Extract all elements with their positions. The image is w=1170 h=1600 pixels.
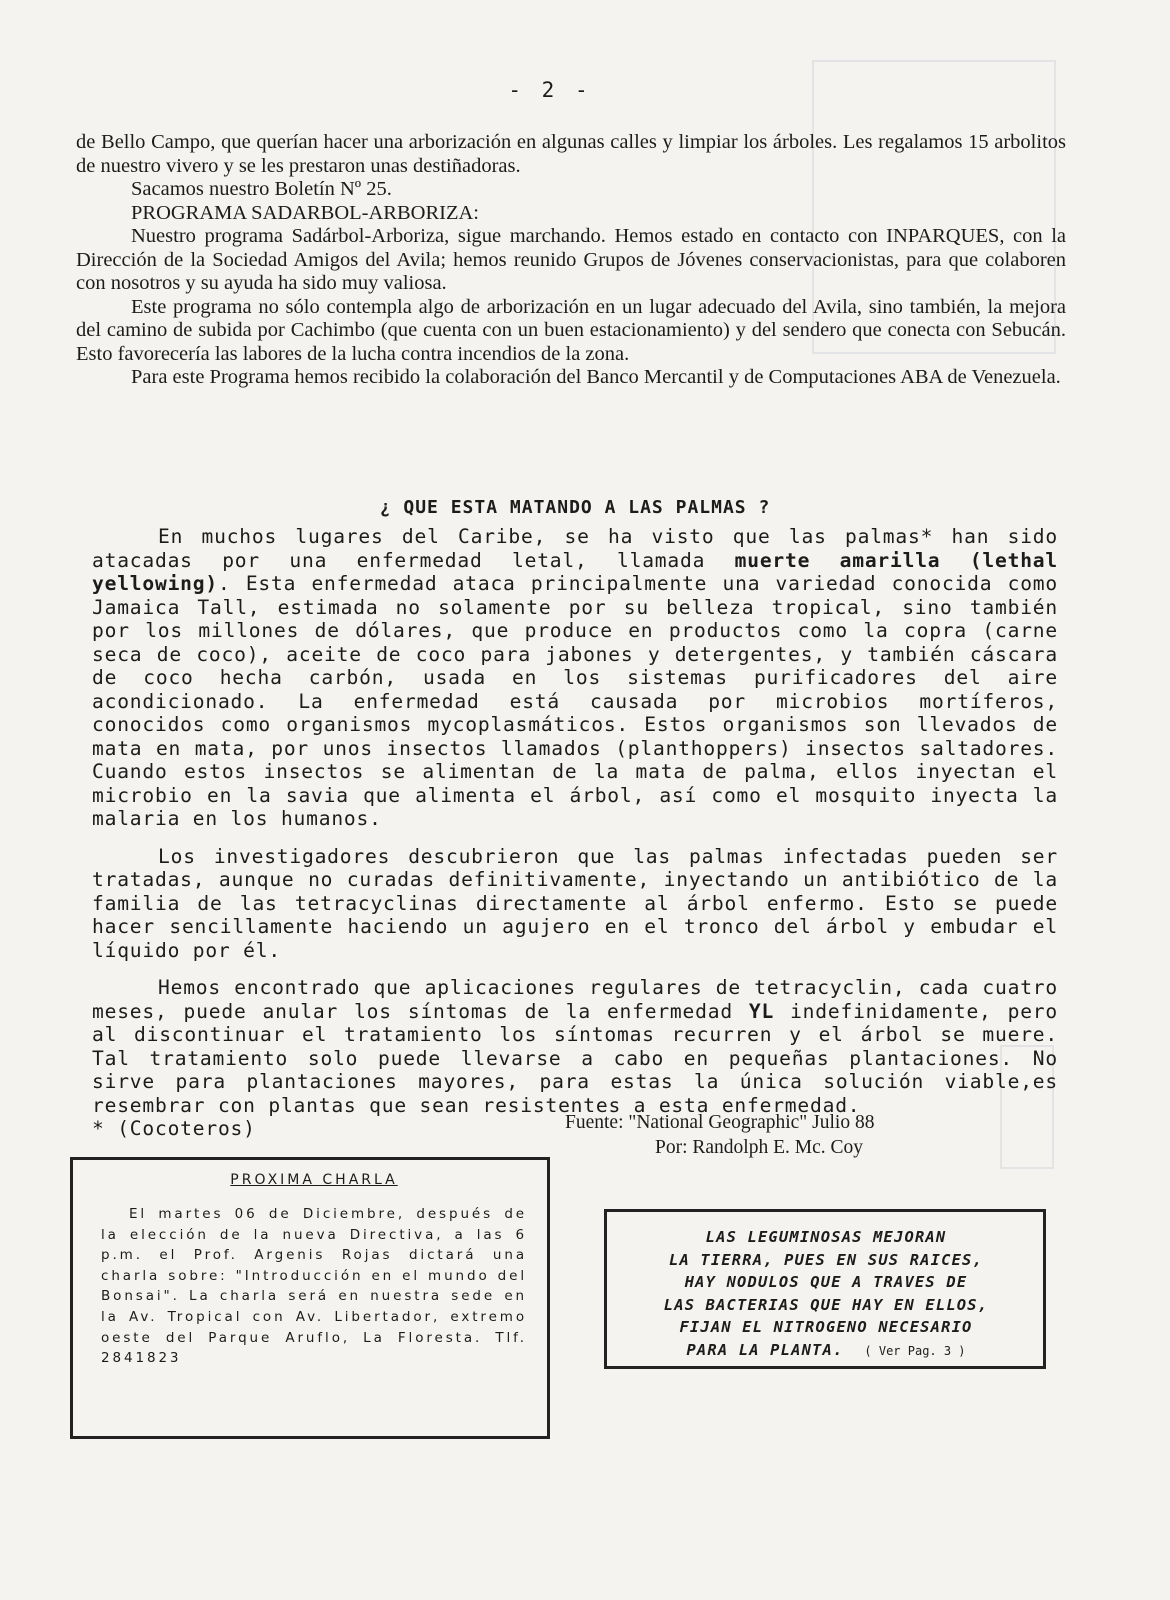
paragraph: Para este Programa hemos recibido la colaboración del Banco Mercantil y de Computaciones ABA de Venezuela. bbox=[131, 366, 1061, 388]
next-talk-box bbox=[70, 1157, 550, 1439]
leguminosas-line: FIJAN EL NITROGENO NECESARIO bbox=[679, 1318, 973, 1336]
article-paragraph: Los investigadores descubrieron que las palmas infectadas pueden ser tratadas, aunque no curadas definitivamente, inyectando un antibiótico de la familia de las tetracyclinas directamente al árbol enfermo. Esto se puede hacer sencillamente haciendo un agujero en el tronco del árbol y embudar el líquido por él. bbox=[92, 844, 1058, 962]
article-body bbox=[92, 525, 1058, 1117]
leguminosas-line: HAY NODULOS QUE A TRAVES DE bbox=[684, 1273, 968, 1291]
source-line: Fuente: "National Geographic" Julio 88 bbox=[565, 1112, 875, 1133]
footnote: * (Cocoteros) bbox=[92, 1117, 256, 1140]
bold-term: muerte amarilla (lethal yellowing) bbox=[92, 548, 1058, 595]
article-paragraph: Hemos encontrado que aplicaciones regulares de tetracyclin, cada cuatro meses, puede anular los síntomas de la enfermedad YL indefinidamente, pero al discontinuar el tratamiento los síntomas recurren y el árbol se muere. Tal tratamiento solo puede llevarse a cabo en pequeñas plantaciones. No sirve para plantaciones mayores, para estas la única solución viable,es resembrar con plantas que sean resistentes a esta enfermedad. bbox=[92, 976, 1058, 1117]
top-section bbox=[76, 131, 1066, 390]
author-line: Por: Randolph E. Mc. Coy bbox=[655, 1137, 863, 1158]
page-reference: ( Ver Pag. 3 ) bbox=[864, 1343, 966, 1358]
paragraph: Nuestro programa Sadárbol-Arboriza, sigue marchando. Hemos estado en contacto con INPARQUES, con la Dirección de la Sociedad Amigos del Avila; hemos reunido Grupos de Jóvenes conservacionistas, para que colaboren con nosotros y su ayuda ha sido muy valiosa. bbox=[76, 225, 1066, 294]
leguminosas-line: LAS LEGUMINOSAS MEJORAN bbox=[705, 1228, 947, 1246]
paragraph: de Bello Campo, que querían hacer una arborización en algunas calles y limpiar los árboles. Les regalamos 15 arbolitos de nuestro vivero y se les prestaron unas destiñadoras. bbox=[76, 131, 1066, 177]
section-heading: PROGRAMA SADARBOL-ARBORIZA: bbox=[131, 201, 479, 224]
page-number: - 2 - bbox=[508, 78, 592, 102]
leguminosas-line: LA TIERRA, PUES EN SUS RAICES, bbox=[669, 1250, 983, 1269]
article-paragraph: En muchos lugares del Caribe, se ha visto que las palmas* han sido atacadas por una enfermedad letal, llamada muerte amarilla (lethal yellowing). Esta enfermedad ataca principalmente una variedad conocida como Jamaica Tall, estimada no solamente por su belleza tropical, sino también por los millones de dólares, que produce en productos como la copra (carne seca de coco), aceite de coco para jabones y detergentes, y también cáscara de coco hecha carbón, usada en los sistemas purificadores del aire acondicionado. La enfermedad está causada por microbios mortíferos, conocidos como organismos mycoplasmáticos. Estos organismos son llevados de mata en mata, por unos insectos llamados (planthoppers) insectos saltadores. Cuando estos insectos se alimentan de la mata de palma, ellos inyectan el microbio en la savia que alimenta el árbol, así como el mosquito inyecta la malaria en los humanos. bbox=[92, 525, 1058, 830]
source-credit bbox=[565, 1110, 874, 1160]
next-talk-title: PROXIMA CHARLA bbox=[230, 1172, 398, 1188]
leguminosas-box bbox=[604, 1209, 1046, 1369]
next-talk-body: El martes 06 de Diciembre, después de la elección de la nueva Directiva, a las 6 p.m. el Prof. Argenis Rojas dictará una charla sobre: "Introducción en el mundo del Bonsai". La charla será en nuestra sede en la Av. Tropical con Av. Libertador, extremo oeste del Parque Aruflo, La Floresta. Tlf. 2841823 bbox=[101, 1206, 527, 1367]
article-title: ¿ QUE ESTA MATANDO A LAS PALMAS ? bbox=[379, 497, 771, 518]
leguminosas-line: LAS BACTERIAS QUE HAY EN ELLOS, bbox=[663, 1295, 989, 1314]
leguminosas-line: PARA LA PLANTA. ( Ver Pag. 3 ) bbox=[686, 1340, 966, 1359]
paragraph: Sacamos nuestro Boletín Nº 25. bbox=[131, 178, 392, 200]
bold-term: YL bbox=[748, 999, 775, 1023]
paragraph: Este programa no sólo contempla algo de arborización en un lugar adecuado del Avila, sino también, la mejora del camino de subida por Cachimbo (que cuenta con un buen estacionamiento) y del sendero que conecta con Sebucán. Esto favorecería las labores de la lucha contra incendios de la zona. bbox=[76, 295, 1066, 365]
